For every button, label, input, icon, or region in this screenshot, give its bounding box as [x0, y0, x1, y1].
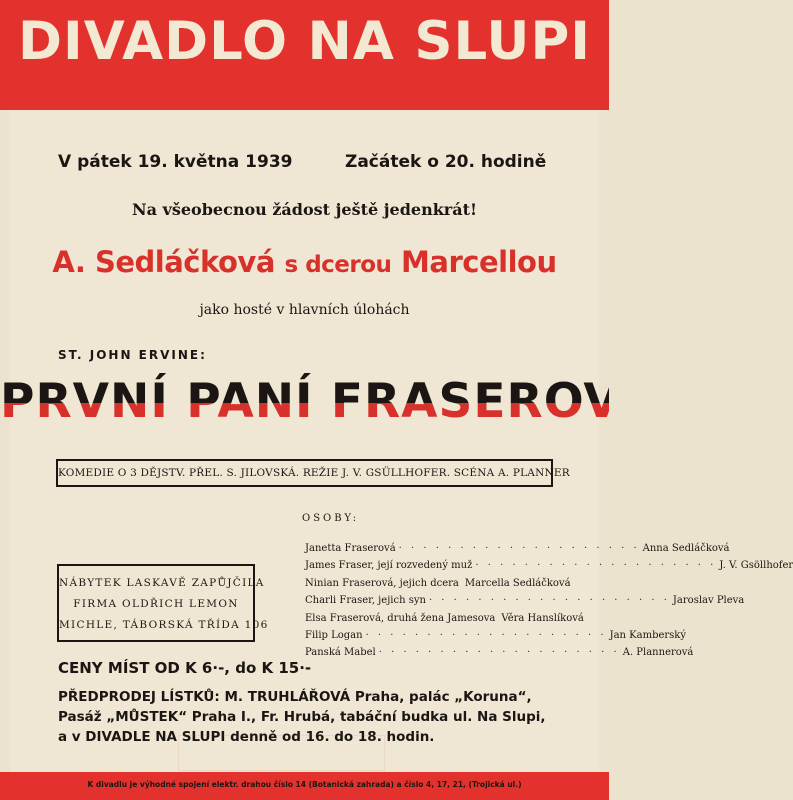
cast-actor: Jaroslav Pleva: [672, 595, 745, 607]
cast-actor: Marcella Sedláčková: [464, 577, 571, 589]
cast-row: [305, 592, 745, 609]
cast-role: Panská Mabel: [305, 647, 376, 659]
leader-dots: · · · · · · · · · · · · · · · · · · · ·: [475, 560, 717, 572]
theatre-title: DIVADLO NA SLUPI: [17, 11, 592, 72]
cast-row: [305, 540, 730, 557]
furniture-line: NÁBYTEK LASKAVĚ ZAPŮJČILA: [59, 577, 265, 589]
guest-connector: s dcerou: [284, 252, 392, 278]
cast-role: Janetta Fraserová: [305, 543, 396, 554]
cast-actor: Věra Hanslíková: [501, 612, 584, 624]
leader-dots: · · · · · · · · · · · · · · · · · · · ·: [365, 629, 607, 641]
leader-dots: · · · · · · · · · · · · · · · · · · · ·: [398, 543, 640, 554]
cast-row: [305, 610, 584, 627]
furniture-credit-box: [57, 564, 269, 642]
guest-name-a: A. Sedláčková: [52, 245, 275, 279]
ticket-prices: CENY MÍST OD K 6·-, do K 15·-: [58, 659, 312, 677]
roles-line: jako hosté v hlavních úlohách: [199, 302, 410, 318]
cast-heading: OSOBY:: [302, 513, 360, 524]
cast-actor: A. Plannerová: [622, 647, 694, 659]
play-author: ST. JOHN ERVINE:: [58, 348, 207, 362]
cast-row: [305, 557, 793, 574]
leader-dots: · · · · · · · · · · · · · · · · · · · ·: [378, 647, 620, 659]
presale-line: Pasáž „MŮSTEK“ Praha I., Fr. Hrubá, tabáční budka ul. Na Slupi,: [58, 709, 546, 725]
cast-actor: Anna Sedláčková: [642, 543, 730, 554]
cast-role: Charli Fraser, jejich syn: [305, 595, 426, 607]
cast-row: [305, 575, 571, 592]
cast-row: [305, 644, 694, 661]
transport-note: K divadlu je výhodné spojení elektr. drahou číslo 14 (Botanická zahrada) a číslo 4, 17, 21, (Trojická ul.): [87, 780, 522, 789]
event-date: V pátek 19. května 1939: [58, 152, 293, 172]
cast-actor: Jan Kamberský: [609, 629, 687, 641]
header-band: [0, 0, 609, 110]
cast-role: Elsa Fraserová, druhá žena Jamesova: [305, 612, 496, 624]
request-line: Na všeobecnou žádost ještě jedenkrát!: [132, 200, 477, 219]
faded-stamp: [178, 735, 385, 771]
cast-role: Filip Logan: [305, 629, 363, 641]
leader-dots: · · · · · · · · · · · · · · · · · · · ·: [428, 595, 670, 607]
event-start-time: Začátek o 20. hodině: [345, 152, 547, 172]
cast-role: James Fraser, její rozvedený muž: [305, 560, 473, 572]
furniture-line: MICHLE, TÁBORSKÁ TŘÍDA 106: [59, 619, 269, 631]
guest-stars: [0, 245, 609, 279]
footer-band: [0, 772, 609, 800]
play-title: PRVNÍ PANÍ FRASEROVÁ: [0, 372, 609, 432]
guest-name-b: Marcellou: [401, 245, 557, 279]
cast-actor: J. V. Gsöllhofer: [719, 560, 793, 572]
cast-role: Ninian Fraserová, jejich dcera: [305, 577, 459, 589]
furniture-line: FIRMA OLDŘICH LEMON: [73, 598, 239, 610]
presale-line: PŘEDPRODEJ LÍSTKŮ: M. TRUHLÁŘOVÁ Praha, palác „Koruna“,: [58, 689, 532, 705]
cast-row: [305, 627, 687, 644]
credits-box: KOMEDIE O 3 DĚJSTV. PŘEL. S. JILOVSKÁ. REŽIE J. V. GSÜLLHOFER. SCÉNA A. PLANNER: [56, 459, 553, 487]
presale-line: a v DIVADLE NA SLUPI denně od 16. do 18. hodin.: [58, 729, 435, 745]
cast-list: [305, 540, 793, 662]
